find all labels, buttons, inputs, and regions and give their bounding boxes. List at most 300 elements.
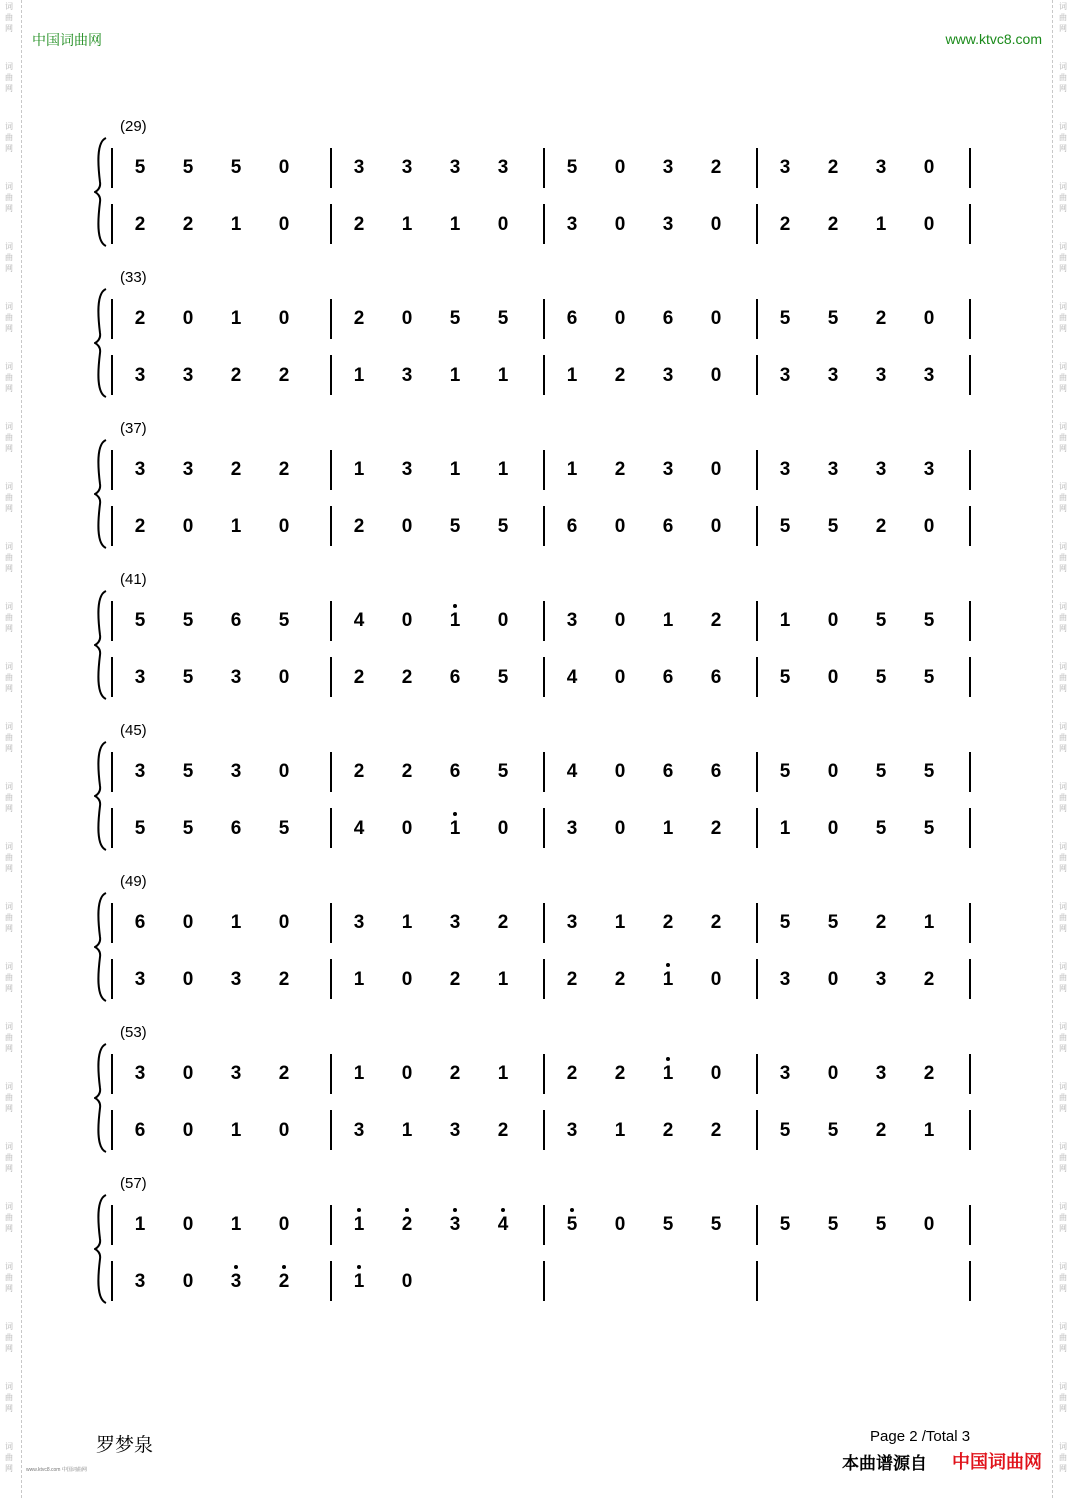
- barline-lower: [969, 1110, 971, 1150]
- note-upper: [174, 912, 202, 934]
- note-digit: 2: [710, 1120, 722, 1141]
- note-upper: [174, 610, 202, 632]
- note-lower: [654, 1120, 682, 1142]
- note-upper: [126, 459, 154, 481]
- score-system: [0, 1024, 1074, 1175]
- note-upper: [222, 610, 250, 632]
- note-digit: 3: [566, 610, 578, 631]
- watermark-glyph: 词: [5, 962, 13, 971]
- barline-upper: [543, 752, 545, 792]
- note-lower: [441, 818, 469, 840]
- barline-upper: [969, 1205, 971, 1245]
- note-upper: [441, 610, 469, 632]
- note-digit: 5: [923, 667, 935, 688]
- watermark-glyph: 曲: [5, 253, 13, 262]
- note-upper: [558, 157, 586, 179]
- watermark-glyph: 网: [1059, 1344, 1067, 1353]
- watermark-glyph: 网: [1059, 1284, 1067, 1293]
- score-system: [0, 722, 1074, 873]
- note-digit: 0: [923, 308, 935, 329]
- note-upper: [915, 308, 943, 330]
- note-upper: [915, 912, 943, 934]
- site-name[interactable]: 中国词曲网: [32, 32, 102, 48]
- source-label: 本曲谱源自: [842, 1454, 927, 1473]
- watermark-glyph: 网: [5, 864, 13, 873]
- watermark-glyph: 网: [1059, 804, 1067, 813]
- watermark-glyph: 曲: [5, 1333, 13, 1342]
- note-upper: [606, 610, 634, 632]
- note-digit: 3: [134, 969, 146, 990]
- note-digit: 0: [182, 1214, 194, 1235]
- note-upper: [222, 761, 250, 783]
- note-upper: [393, 761, 421, 783]
- note-upper: [489, 459, 517, 481]
- watermark-glyph: 网: [1059, 624, 1067, 633]
- note-lower: [915, 667, 943, 689]
- note-lower: [126, 1120, 154, 1142]
- note-digit: 0: [614, 308, 626, 329]
- note-lower: [819, 818, 847, 840]
- note-digit: 0: [182, 516, 194, 537]
- note-digit: 2: [614, 1063, 626, 1084]
- staff-brace: [94, 589, 108, 701]
- watermark-glyph: 词: [5, 542, 13, 551]
- barline-upper: [969, 903, 971, 943]
- note-lower: [222, 1271, 250, 1293]
- note-digit: 5: [449, 308, 461, 329]
- note-lower: [771, 365, 799, 387]
- note-lower: [606, 1120, 634, 1142]
- watermark-glyph: 词: [5, 782, 13, 791]
- watermark-glyph: 词: [1059, 1442, 1067, 1451]
- note-lower: [606, 667, 634, 689]
- note-digit: 2: [278, 459, 290, 480]
- watermark-glyph: 曲: [1059, 1033, 1067, 1042]
- note-upper: [915, 1214, 943, 1236]
- note-upper: [702, 1063, 730, 1085]
- barline-upper: [111, 1054, 113, 1094]
- note-upper: [606, 1214, 634, 1236]
- note-digit: 6: [230, 818, 242, 839]
- note-digit: 0: [614, 667, 626, 688]
- note-digit: 0: [614, 1214, 626, 1235]
- note-digit: 1: [230, 1214, 242, 1235]
- note-upper: [489, 157, 517, 179]
- watermark-glyph: 曲: [1059, 13, 1067, 22]
- site-url[interactable]: www.ktvc8.com: [945, 31, 1042, 47]
- note-digit: 2: [134, 516, 146, 537]
- note-upper: [222, 157, 250, 179]
- note-digit: 5: [875, 667, 887, 688]
- note-lower: [345, 818, 373, 840]
- barline-lower: [111, 355, 113, 395]
- watermark-glyph: 词: [1059, 782, 1067, 791]
- note-upper: [174, 761, 202, 783]
- note-lower: [441, 214, 469, 236]
- note-digit: 5: [566, 1214, 578, 1235]
- note-upper: [654, 1063, 682, 1085]
- note-digit: 2: [401, 761, 413, 782]
- note-digit: 0: [710, 459, 722, 480]
- barline-upper: [330, 601, 332, 641]
- watermark-glyph: 曲: [5, 493, 13, 502]
- note-lower: [915, 214, 943, 236]
- score-system: [0, 269, 1074, 420]
- note-lower: [222, 969, 250, 991]
- source-site[interactable]: 中国词曲网: [952, 1452, 1042, 1472]
- note-digit: 5: [497, 516, 509, 537]
- barline-upper: [543, 148, 545, 188]
- barline-lower: [969, 506, 971, 546]
- note-digit: 0: [278, 1120, 290, 1141]
- watermark-glyph: 词: [1059, 1382, 1067, 1391]
- note-upper: [915, 157, 943, 179]
- note-lower: [915, 516, 943, 538]
- note-upper: [489, 610, 517, 632]
- note-upper: [819, 459, 847, 481]
- note-upper: [771, 157, 799, 179]
- note-digit: 6: [134, 912, 146, 933]
- watermark-glyph: 曲: [1059, 793, 1067, 802]
- note-upper: [558, 912, 586, 934]
- note-lower: [702, 667, 730, 689]
- barline-upper: [756, 1054, 758, 1094]
- watermark-glyph: 网: [5, 84, 13, 93]
- note-digit: 0: [923, 516, 935, 537]
- barline-upper: [111, 903, 113, 943]
- note-digit: 5: [827, 1120, 839, 1141]
- barline-upper: [330, 450, 332, 490]
- note-lower: [174, 667, 202, 689]
- note-upper: [345, 761, 373, 783]
- barline-lower: [111, 657, 113, 697]
- note-digit: 0: [614, 214, 626, 235]
- note-digit: 2: [923, 1063, 935, 1084]
- note-digit: 0: [710, 1063, 722, 1084]
- octave-dot-high: [453, 1208, 457, 1212]
- watermark-glyph: 词: [1059, 542, 1067, 551]
- note-lower: [867, 516, 895, 538]
- note-digit: 5: [875, 610, 887, 631]
- barline-upper: [111, 299, 113, 339]
- note-upper: [867, 610, 895, 632]
- note-digit: 6: [566, 516, 578, 537]
- note-digit: 3: [923, 459, 935, 480]
- note-digit: 0: [401, 610, 413, 631]
- note-upper: [702, 610, 730, 632]
- note-lower: [771, 667, 799, 689]
- barline-lower: [756, 204, 758, 244]
- note-digit: 3: [566, 214, 578, 235]
- watermark-glyph: 词: [5, 722, 13, 731]
- barline-lower: [330, 959, 332, 999]
- note-lower: [126, 365, 154, 387]
- note-digit: 6: [662, 667, 674, 688]
- note-digit: 3: [779, 365, 791, 386]
- watermark-glyph: 曲: [1059, 433, 1067, 442]
- watermark-glyph: 词: [5, 902, 13, 911]
- note-upper: [345, 1214, 373, 1236]
- watermark-glyph: 网: [1059, 264, 1067, 273]
- note-upper: [270, 1214, 298, 1236]
- note-digit: 2: [449, 969, 461, 990]
- watermark-glyph: 曲: [5, 853, 13, 862]
- note-lower: [174, 818, 202, 840]
- barline-lower: [543, 204, 545, 244]
- watermark-glyph: 词: [1059, 62, 1067, 71]
- staff-brace: [94, 287, 108, 399]
- note-digit: 1: [353, 1214, 365, 1235]
- octave-dot-high: [666, 963, 670, 967]
- barline-upper: [756, 299, 758, 339]
- note-lower: [867, 1120, 895, 1142]
- note-digit: 0: [182, 1120, 194, 1141]
- note-lower: [606, 516, 634, 538]
- note-upper: [558, 610, 586, 632]
- note-lower: [606, 969, 634, 991]
- barline-upper: [330, 752, 332, 792]
- note-upper: [558, 459, 586, 481]
- note-digit: 3: [779, 459, 791, 480]
- note-lower: [771, 1120, 799, 1142]
- note-digit: 2: [566, 1063, 578, 1084]
- watermark-glyph: 网: [5, 204, 13, 213]
- watermark-glyph: 网: [1059, 684, 1067, 693]
- note-digit: 0: [710, 969, 722, 990]
- note-lower: [771, 516, 799, 538]
- note-upper: [915, 610, 943, 632]
- staff-brace: [94, 1042, 108, 1154]
- note-lower: [819, 365, 847, 387]
- watermark-glyph: 词: [5, 1382, 13, 1391]
- note-digit: 2: [875, 912, 887, 933]
- watermark-glyph: 曲: [1059, 1333, 1067, 1342]
- note-upper: [819, 610, 847, 632]
- note-lower: [222, 516, 250, 538]
- note-digit: 1: [497, 1063, 509, 1084]
- watermark-glyph: 词: [1059, 362, 1067, 371]
- note-lower: [393, 365, 421, 387]
- watermark-glyph: 曲: [5, 1033, 13, 1042]
- staff-brace: [94, 891, 108, 1003]
- note-digit: 3: [134, 365, 146, 386]
- octave-dot-high: [453, 604, 457, 608]
- watermark-glyph: 网: [5, 744, 13, 753]
- note-upper: [819, 1063, 847, 1085]
- note-upper: [771, 1063, 799, 1085]
- note-digit: 3: [182, 459, 194, 480]
- note-digit: 5: [827, 308, 839, 329]
- note-digit: 4: [497, 1214, 509, 1235]
- note-digit: 0: [278, 308, 290, 329]
- note-digit: 2: [827, 214, 839, 235]
- note-lower: [702, 365, 730, 387]
- note-digit: 3: [134, 1063, 146, 1084]
- note-upper: [393, 157, 421, 179]
- barline-lower: [543, 959, 545, 999]
- barline-lower: [330, 204, 332, 244]
- note-upper: [606, 912, 634, 934]
- staff-brace: [94, 740, 108, 852]
- note-lower: [126, 516, 154, 538]
- note-lower: [819, 516, 847, 538]
- note-digit: 2: [614, 459, 626, 480]
- note-upper: [270, 308, 298, 330]
- note-upper: [126, 1063, 154, 1085]
- note-digit: 2: [923, 969, 935, 990]
- note-lower: [270, 969, 298, 991]
- barline-upper: [543, 601, 545, 641]
- watermark-glyph: 词: [1059, 962, 1067, 971]
- note-lower: [702, 214, 730, 236]
- note-digit: 0: [923, 1214, 935, 1235]
- note-digit: 5: [182, 667, 194, 688]
- watermark-glyph: 曲: [1059, 1273, 1067, 1282]
- note-digit: 2: [278, 1271, 290, 1292]
- note-lower: [393, 667, 421, 689]
- note-upper: [558, 761, 586, 783]
- note-digit: 2: [662, 912, 674, 933]
- note-digit: 5: [779, 308, 791, 329]
- note-lower: [702, 969, 730, 991]
- note-digit: 0: [497, 818, 509, 839]
- watermark-glyph: 曲: [1059, 673, 1067, 682]
- note-digit: 2: [710, 912, 722, 933]
- barline-lower: [756, 1110, 758, 1150]
- watermark-glyph: 词: [1059, 482, 1067, 491]
- note-digit: 3: [662, 157, 674, 178]
- barline-upper: [111, 1205, 113, 1245]
- note-upper: [222, 459, 250, 481]
- tiny-footer-text: www.ktvc8.com 中国词曲网: [26, 1467, 87, 1473]
- watermark-glyph: 词: [1059, 2, 1067, 11]
- note-lower: [222, 818, 250, 840]
- note-digit: 5: [182, 610, 194, 631]
- barline-upper: [543, 1205, 545, 1245]
- barline-lower: [330, 355, 332, 395]
- note-digit: 3: [230, 1271, 242, 1292]
- note-digit: 3: [230, 969, 242, 990]
- barline-upper: [330, 299, 332, 339]
- note-digit: 5: [923, 610, 935, 631]
- note-digit: 4: [353, 818, 365, 839]
- note-digit: 3: [566, 818, 578, 839]
- note-lower: [819, 667, 847, 689]
- note-lower: [867, 365, 895, 387]
- note-lower: [393, 1271, 421, 1293]
- note-lower: [222, 365, 250, 387]
- note-digit: 2: [566, 969, 578, 990]
- note-lower: [819, 1120, 847, 1142]
- barline-upper: [969, 299, 971, 339]
- note-digit: 0: [182, 969, 194, 990]
- measure-number: (37): [120, 420, 147, 437]
- barline-upper: [969, 752, 971, 792]
- barline-lower: [543, 506, 545, 546]
- note-upper: [771, 1214, 799, 1236]
- barline-lower: [330, 506, 332, 546]
- watermark-glyph: 词: [5, 1442, 13, 1451]
- note-upper: [441, 761, 469, 783]
- watermark-glyph: 曲: [5, 613, 13, 622]
- watermark-glyph: 曲: [1059, 373, 1067, 382]
- barline-upper: [111, 148, 113, 188]
- barline-lower: [969, 959, 971, 999]
- note-upper: [441, 308, 469, 330]
- watermark-glyph: 网: [1059, 744, 1067, 753]
- note-upper: [393, 1063, 421, 1085]
- note-digit: 2: [497, 1120, 509, 1141]
- watermark-glyph: 曲: [5, 133, 13, 142]
- watermark-glyph: 词: [1059, 602, 1067, 611]
- note-upper: [771, 308, 799, 330]
- note-digit: 6: [449, 761, 461, 782]
- note-upper: [126, 157, 154, 179]
- note-digit: 5: [449, 516, 461, 537]
- octave-dot-high: [357, 1208, 361, 1212]
- note-upper: [174, 1063, 202, 1085]
- score-system: [0, 1175, 1074, 1326]
- note-lower: [558, 516, 586, 538]
- note-lower: [654, 667, 682, 689]
- barline-upper: [969, 601, 971, 641]
- watermark-glyph: 网: [1059, 1464, 1067, 1473]
- note-upper: [174, 308, 202, 330]
- note-digit: 1: [566, 459, 578, 480]
- watermark-glyph: 网: [5, 1044, 13, 1053]
- note-digit: 2: [278, 1063, 290, 1084]
- note-digit: 0: [401, 1063, 413, 1084]
- note-digit: 5: [779, 667, 791, 688]
- watermark-glyph: 曲: [5, 553, 13, 562]
- note-digit: 1: [614, 912, 626, 933]
- note-digit: 0: [278, 516, 290, 537]
- score-system: [0, 571, 1074, 722]
- note-digit: 3: [449, 1120, 461, 1141]
- watermark-glyph: 曲: [1059, 613, 1067, 622]
- note-digit: 0: [827, 1063, 839, 1084]
- watermark-glyph: 词: [1059, 1322, 1067, 1331]
- note-digit: 0: [401, 818, 413, 839]
- watermark-glyph: 网: [5, 1464, 13, 1473]
- barline-lower: [111, 204, 113, 244]
- watermark-glyph: 网: [5, 1344, 13, 1353]
- note-digit: 1: [230, 308, 242, 329]
- barline-lower: [969, 1261, 971, 1301]
- score-system: [0, 420, 1074, 571]
- watermark-glyph: 词: [5, 62, 13, 71]
- note-digit: 0: [614, 818, 626, 839]
- watermark-glyph: 网: [5, 264, 13, 273]
- note-lower: [270, 818, 298, 840]
- note-digit: 2: [662, 1120, 674, 1141]
- note-digit: 1: [401, 214, 413, 235]
- note-digit: 1: [614, 1120, 626, 1141]
- note-upper: [174, 459, 202, 481]
- note-digit: 3: [134, 761, 146, 782]
- staff-brace: [94, 136, 108, 248]
- note-upper: [174, 157, 202, 179]
- note-lower: [441, 365, 469, 387]
- note-digit: 3: [875, 157, 887, 178]
- note-upper: [222, 1214, 250, 1236]
- watermark-glyph: 曲: [1059, 913, 1067, 922]
- note-digit: 5: [779, 912, 791, 933]
- watermark-glyph: 词: [1059, 662, 1067, 671]
- note-lower: [489, 667, 517, 689]
- staff-brace: [94, 438, 108, 550]
- note-digit: 1: [401, 1120, 413, 1141]
